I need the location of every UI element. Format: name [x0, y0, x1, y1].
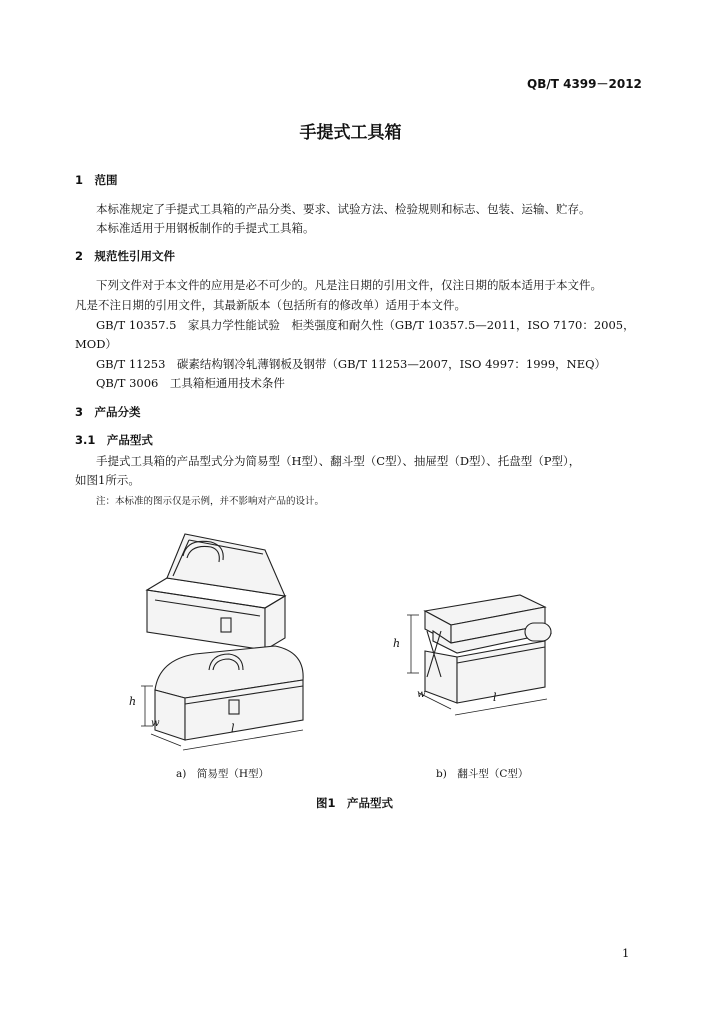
reference-qbt-3006: QB/T 3006 工具箱柜通用技术条件	[96, 376, 285, 390]
section-3-1-line-2: 如图1所示。	[75, 473, 140, 487]
reference-gbt-11253: GB/T 11253 碳素结构钢冷轧薄钢板及钢带（GB/T 11253—2007，ISO 4997：1999，NEQ）	[96, 357, 607, 371]
page-number: 1	[622, 946, 630, 960]
dimension-l-label-b: l	[493, 691, 497, 704]
dimension-h-label-b: h	[393, 637, 401, 650]
section-1-heading: 1 范围	[75, 173, 118, 187]
figure-caption-a: a) 简易型（H型）	[176, 768, 270, 780]
section-3-heading: 3 产品分类	[75, 405, 141, 419]
section-3-1-heading: 3.1 产品型式	[75, 433, 153, 447]
section-2-heading: 2 规范性引用文件	[75, 249, 176, 263]
figure-title: 图1 产品型式	[316, 796, 394, 810]
figure-caption-b: b) 翻斗型（C型）	[436, 768, 529, 780]
section-2-line-2: 凡是不注日期的引用文件，其最新版本（包括所有的修改单）适用于本文件。	[75, 298, 466, 312]
section-1-line-1: 本标准规定了手提式工具箱的产品分类、要求、试验方法、检验规则和标志、包装、运输、贮存。	[96, 202, 591, 216]
reference-gbt-10357-5: GB/T 10357.5 家具力学性能试验 柜类强度和耐久性（GB/T 10357.5—2011，ISO 7170：2005，	[96, 318, 635, 332]
toolbox-type-c-drawing	[385, 585, 570, 735]
dimension-l-label-a: l	[231, 722, 235, 735]
section-1-line-2: 本标准适用于用钢板制作的手提式工具箱。	[96, 221, 315, 235]
toolbox-type-h-drawing	[125, 520, 315, 760]
dimension-h-label-a: h	[129, 695, 137, 708]
standard-number: QB/T 4399－2012	[527, 77, 642, 91]
dimension-w-label-b: w	[417, 689, 426, 700]
figure-note: 注：本标准的图示仅是示例，并不影响对产品的设计。	[96, 496, 325, 507]
section-2-line-1: 下列文件对于本文件的应用是必不可少的。凡是注日期的引用文件，仅注日期的版本适用于本文件。	[96, 278, 602, 292]
reference-gbt-10357-5-cont: MOD）	[75, 337, 117, 351]
section-3-1-line-1: 手提式工具箱的产品型式分为简易型（H型）、翻斗型（C型）、抽屉型（D型）、托盘型（P型），	[96, 454, 581, 468]
dimension-w-label-a: w	[151, 718, 160, 729]
page-title: 手提式工具箱	[299, 123, 402, 143]
